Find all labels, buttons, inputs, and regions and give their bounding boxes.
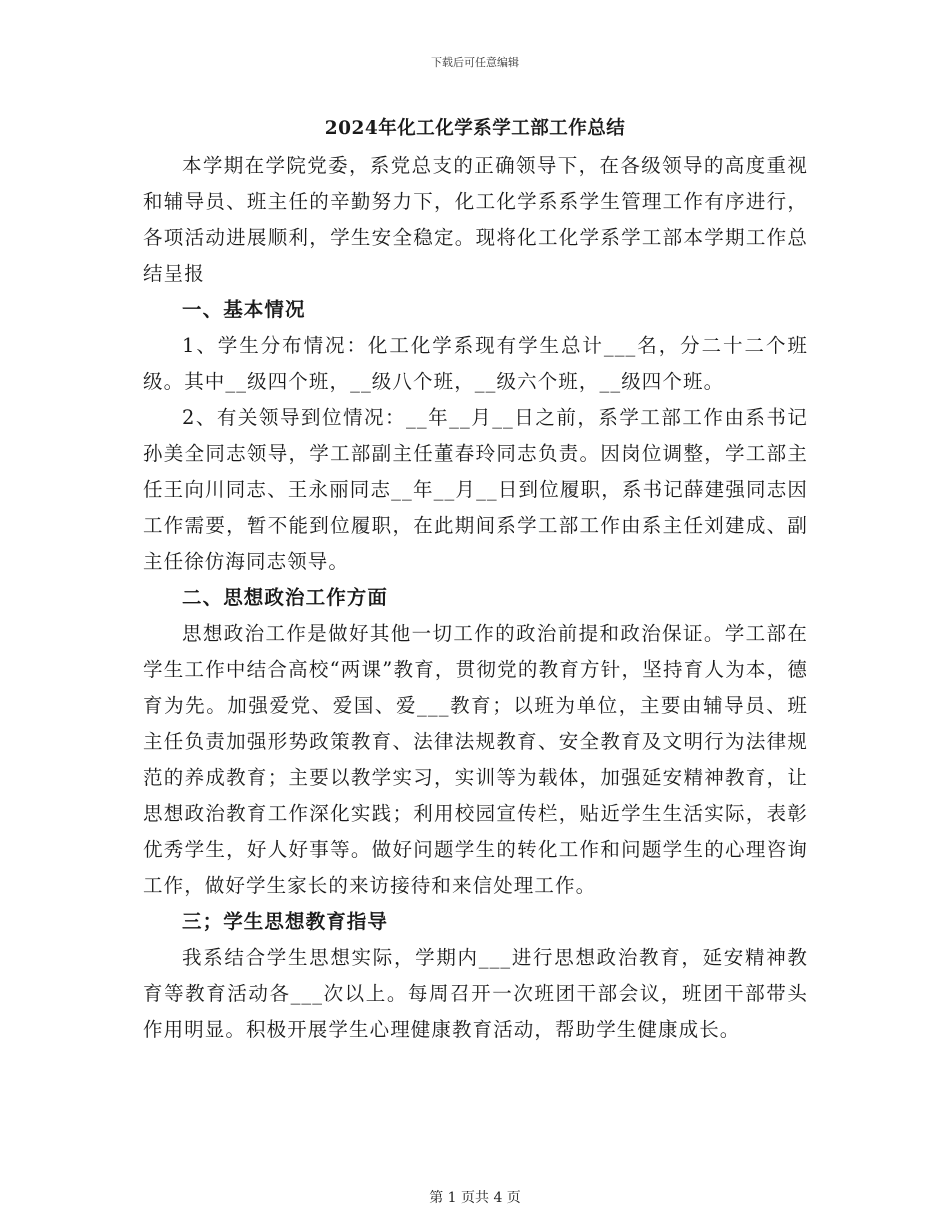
document-title: 2024年化工化学系学工部工作总结: [324, 118, 626, 139]
intro-paragraph: 本学期在学院党委，系党总支的正确领导下，在各级领导的高度重视和辅导员、班主任的辛勤努力下，化工化学系系学生管理工作有序进行，各项活动进展顺利，学生安全稳定。现将化工化学系学工部本学期工作总结呈报: [143, 154, 808, 285]
header-note: 下载后可任意编辑: [431, 56, 519, 69]
section-1-paragraph-1: 1、学生分布情况：化工化学系现有学生总计___名，分二十二个班级。其中__级四个班，__级八个班，__级六个班，__级四个班。: [143, 334, 808, 393]
section-2-paragraph-1: 思想政治工作是做好其他一切工作的政治前提和政治保证。学工部在学生工作中结合高校“两课”教育，贯彻党的教育方针，坚持育人为本，德育为先。加强爱党、爱国、爱___教育；以班为单位，主要由辅导员、班主任负责加强形势政策教育、法律法规教育、安全教育及文明行为法律规范的养成教育；主要以教学实习，实训等为载体，加强延安精神教育，让思想政治教育工作深化实践；利用校园宣传栏，贴近学生生活实际，表彰优秀学生，好人好事等。做好问题学生的转化工作和问题学生的心理咨询工作，做好学生家长的来访接待和来信处理工作。: [143, 622, 808, 897]
section-3-heading: 三；学生思想教育指导: [182, 910, 389, 933]
section-1-paragraph-2: 2、有关领导到位情况：__年__月__日之前，系学工部工作由系书记孙美全同志领导，学工部副主任董春玲同志负责。因岗位调整，学工部主任王向川同志、王永丽同志__年__月__日到位履职，系书记薛建强同志因工作需要，暂不能到位履职，在此期间系学工部工作由系主任刘建成、副主任徐仿海同志领导。: [143, 406, 808, 573]
document-body: [143, 148, 808, 1048]
section-2-heading: 二、思想政治工作方面: [182, 586, 389, 609]
page-number: 第 1 页共 4 页: [429, 1190, 521, 1206]
section-1-heading: 一、基本情况: [182, 298, 306, 321]
section-3-paragraph-1: 我系结合学生思想实际，学期内___进行思想政治教育，延安精神教育等教育活动各___次以上。每周召开一次班团干部会议，班团干部带头作用明显。积极开展学生心理健康教育活动，帮助学生健康成长。: [143, 946, 808, 1041]
